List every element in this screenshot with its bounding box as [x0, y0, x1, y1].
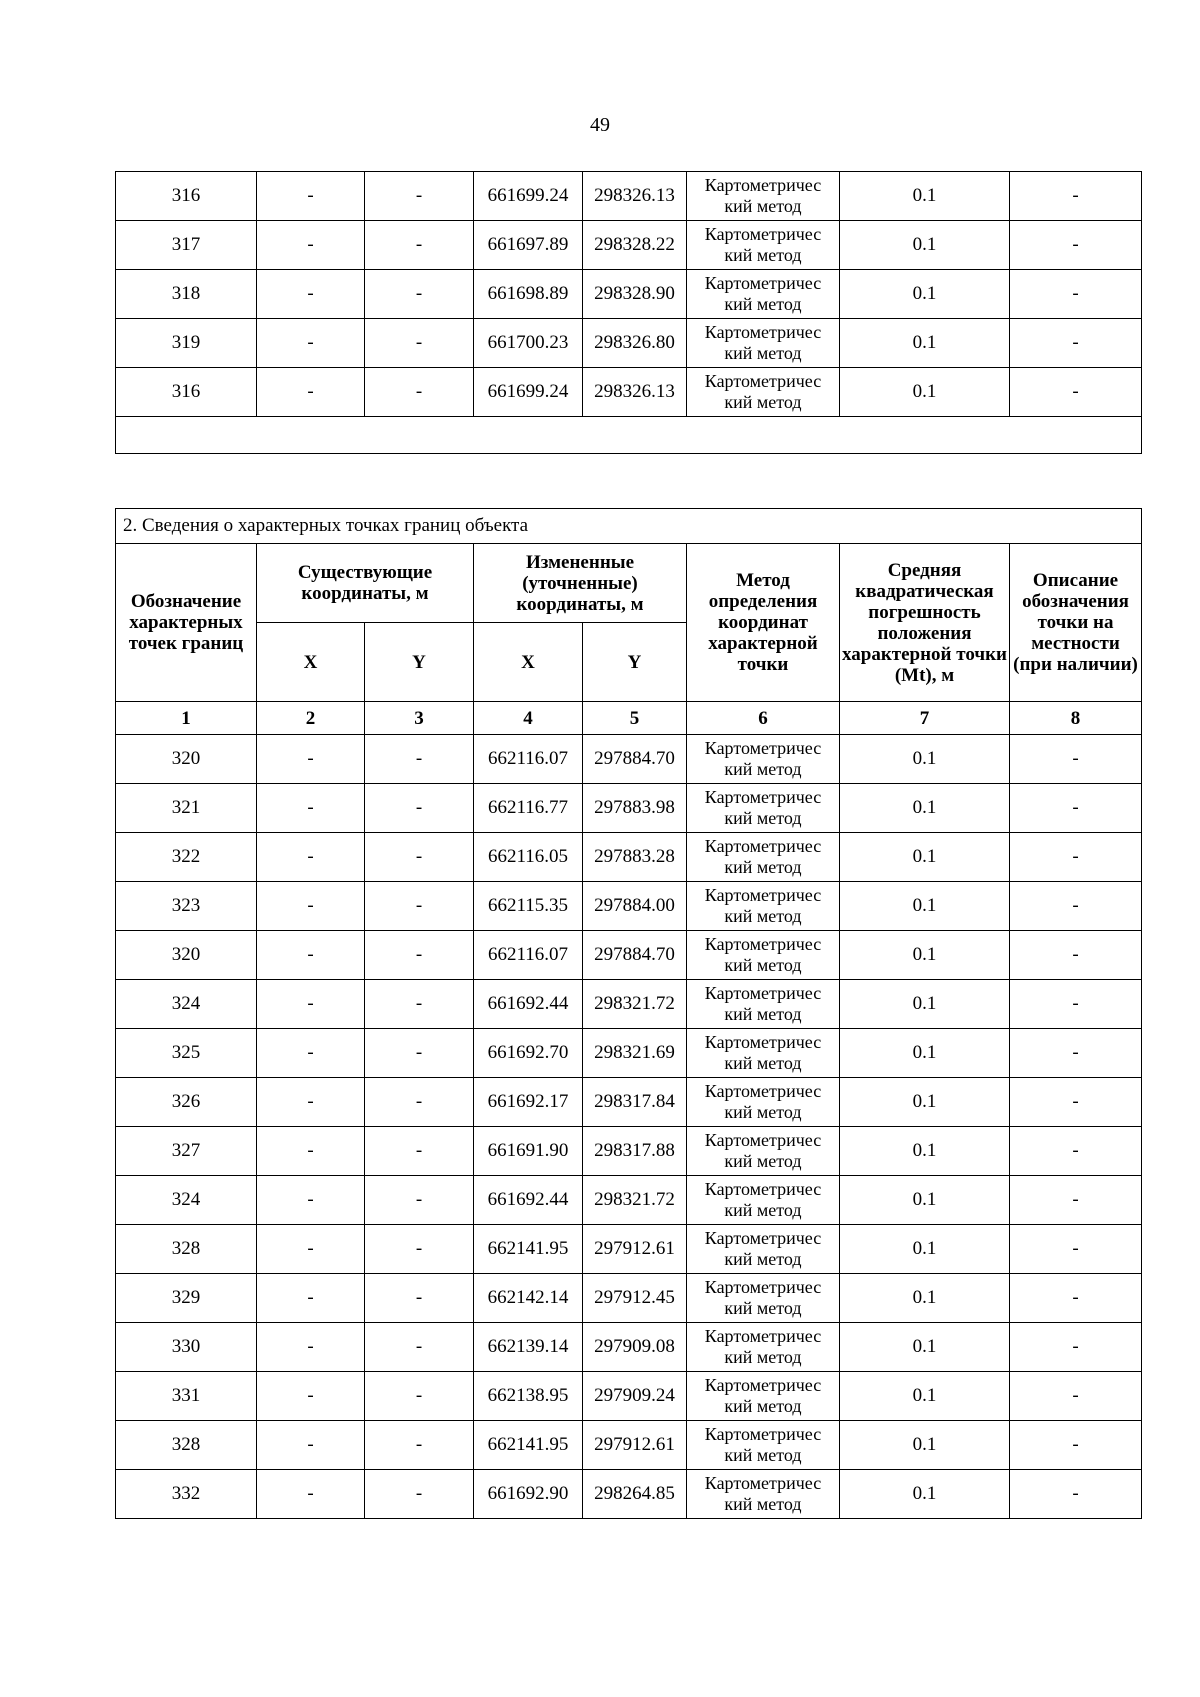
page-number: 49: [590, 114, 610, 136]
mt-cell: 0.1: [840, 368, 1010, 417]
mt-cell: 0.1: [840, 784, 1010, 833]
method-line: Картометричес: [704, 1326, 822, 1346]
x-cell: 661698.89: [474, 270, 583, 319]
mt-cell: 0.1: [840, 1421, 1010, 1470]
method-cell: [687, 931, 840, 980]
x-cell: 661692.44: [474, 980, 583, 1029]
y-cell: 298317.88: [583, 1127, 687, 1176]
header-changed-y: Y: [583, 623, 687, 702]
description-cell: -: [1010, 735, 1142, 784]
table-row: [116, 1470, 1142, 1519]
method-cell: [687, 1176, 840, 1225]
x-cell: 661692.44: [474, 1176, 583, 1225]
existing-x-cell: -: [257, 1127, 365, 1176]
mt-cell: 0.1: [840, 1225, 1010, 1274]
existing-x-cell: -: [257, 319, 365, 368]
description-cell: -: [1010, 368, 1142, 417]
x-cell: 662141.95: [474, 1225, 583, 1274]
x-cell: 662138.95: [474, 1372, 583, 1421]
method-line: кий метод: [724, 906, 802, 926]
method-line: Картометричес: [704, 738, 822, 758]
method-line: кий метод: [724, 1053, 802, 1073]
description-cell: -: [1010, 1274, 1142, 1323]
point-cell: 323: [116, 882, 257, 931]
existing-y-cell: -: [365, 1323, 474, 1372]
existing-y-cell: -: [365, 980, 474, 1029]
x-cell: 662116.77: [474, 784, 583, 833]
column-number: 3: [365, 702, 474, 735]
description-cell: -: [1010, 1029, 1142, 1078]
point-cell: 316: [116, 368, 257, 417]
method-cell: [687, 1372, 840, 1421]
y-cell: 297912.61: [583, 1225, 687, 1274]
x-cell: 661699.24: [474, 172, 583, 221]
mt-cell: 0.1: [840, 1176, 1010, 1225]
column-number: 6: [687, 702, 840, 735]
header-changed-coordinates: Измененные (уточненные) координаты, м: [474, 544, 687, 623]
y-cell: 297909.24: [583, 1372, 687, 1421]
existing-y-cell: -: [365, 784, 474, 833]
mt-cell: 0.1: [840, 319, 1010, 368]
existing-x-cell: -: [257, 1323, 365, 1372]
point-cell: 322: [116, 833, 257, 882]
existing-y-cell: -: [365, 931, 474, 980]
method-line: кий метод: [724, 955, 802, 975]
table-row: [116, 368, 1142, 417]
existing-x-cell: -: [257, 172, 365, 221]
existing-x-cell: -: [257, 931, 365, 980]
method-line: кий метод: [724, 1151, 802, 1171]
existing-y-cell: -: [365, 1029, 474, 1078]
point-cell: 319: [116, 319, 257, 368]
existing-y-cell: -: [365, 833, 474, 882]
method-cell: [687, 735, 840, 784]
method-cell: [687, 1078, 840, 1127]
mt-cell: 0.1: [840, 1470, 1010, 1519]
x-cell: 662115.35: [474, 882, 583, 931]
y-cell: 298326.13: [583, 172, 687, 221]
existing-y-cell: -: [365, 172, 474, 221]
column-number: 1: [116, 702, 257, 735]
y-cell: 297884.00: [583, 882, 687, 931]
description-cell: -: [1010, 882, 1142, 931]
y-cell: 298264.85: [583, 1470, 687, 1519]
table-row: [116, 319, 1142, 368]
method-cell: [687, 882, 840, 931]
existing-x-cell: -: [257, 784, 365, 833]
point-cell: 316: [116, 172, 257, 221]
method-cell: [687, 1127, 840, 1176]
mt-cell: 0.1: [840, 882, 1010, 931]
table-row: [116, 1127, 1142, 1176]
method-line: Картометричес: [704, 1228, 822, 1248]
existing-x-cell: -: [257, 270, 365, 319]
method-line: кий метод: [724, 294, 802, 314]
blank-row: [116, 417, 1142, 454]
x-cell: 662116.07: [474, 931, 583, 980]
x-cell: 662142.14: [474, 1274, 583, 1323]
existing-y-cell: -: [365, 270, 474, 319]
mt-cell: 0.1: [840, 221, 1010, 270]
method-line: Картометричес: [704, 1277, 822, 1297]
y-cell: 297884.70: [583, 931, 687, 980]
point-cell: 332: [116, 1470, 257, 1519]
x-cell: 661692.90: [474, 1470, 583, 1519]
method-line: Картометричес: [704, 1081, 822, 1101]
point-cell: 321: [116, 784, 257, 833]
table-row: [116, 833, 1142, 882]
existing-x-cell: -: [257, 735, 365, 784]
method-line: кий метод: [724, 1004, 802, 1024]
mt-cell: 0.1: [840, 931, 1010, 980]
y-cell: 297883.98: [583, 784, 687, 833]
header-changed-x: X: [474, 623, 583, 702]
y-cell: 298321.72: [583, 1176, 687, 1225]
method-cell: [687, 1323, 840, 1372]
method-line: Картометричес: [704, 1179, 822, 1199]
existing-y-cell: -: [365, 1470, 474, 1519]
table-row: [116, 784, 1142, 833]
method-line: Картометричес: [704, 322, 822, 342]
method-line: Картометричес: [704, 1424, 822, 1444]
y-cell: 297883.28: [583, 833, 687, 882]
point-cell: 317: [116, 221, 257, 270]
point-cell: 320: [116, 931, 257, 980]
y-cell: 297912.61: [583, 1421, 687, 1470]
column-number: 2: [257, 702, 365, 735]
existing-x-cell: -: [257, 221, 365, 270]
existing-x-cell: -: [257, 368, 365, 417]
method-line: кий метод: [724, 1445, 802, 1465]
method-line: Картометричес: [704, 983, 822, 1003]
method-cell: [687, 1225, 840, 1274]
method-cell: [687, 980, 840, 1029]
table-row: [116, 882, 1142, 931]
y-cell: 298328.22: [583, 221, 687, 270]
description-cell: -: [1010, 1225, 1142, 1274]
method-line: Картометричес: [704, 1032, 822, 1052]
description-cell: -: [1010, 1470, 1142, 1519]
method-line: кий метод: [724, 1200, 802, 1220]
header-existing-coordinates: Существующие координаты, м: [257, 544, 474, 623]
table-row: [116, 1176, 1142, 1225]
point-cell: 330: [116, 1323, 257, 1372]
description-cell: -: [1010, 1323, 1142, 1372]
description-cell: -: [1010, 1372, 1142, 1421]
existing-x-cell: -: [257, 1470, 365, 1519]
x-cell: 661697.89: [474, 221, 583, 270]
method-cell: [687, 172, 840, 221]
point-cell: 327: [116, 1127, 257, 1176]
method-line: кий метод: [724, 1249, 802, 1269]
y-cell: 297909.08: [583, 1323, 687, 1372]
point-cell: 328: [116, 1421, 257, 1470]
table-row: [116, 1323, 1142, 1372]
x-cell: 662141.95: [474, 1421, 583, 1470]
method-cell: [687, 1274, 840, 1323]
method-line: Картометричес: [704, 371, 822, 391]
mt-cell: 0.1: [840, 1127, 1010, 1176]
description-cell: -: [1010, 270, 1142, 319]
method-line: кий метод: [724, 343, 802, 363]
description-cell: -: [1010, 172, 1142, 221]
mt-cell: 0.1: [840, 833, 1010, 882]
point-cell: 328: [116, 1225, 257, 1274]
existing-y-cell: -: [365, 882, 474, 931]
mt-cell: 0.1: [840, 1372, 1010, 1421]
boundary-points-table: [115, 508, 1142, 1519]
description-cell: -: [1010, 784, 1142, 833]
method-cell: [687, 784, 840, 833]
header-description: Описание обозначения точки на местности (при наличии): [1010, 544, 1142, 702]
mt-cell: 0.1: [840, 172, 1010, 221]
method-line: Картометричес: [704, 885, 822, 905]
existing-y-cell: -: [365, 1225, 474, 1274]
description-cell: -: [1010, 1127, 1142, 1176]
x-cell: 661692.70: [474, 1029, 583, 1078]
column-number: 8: [1010, 702, 1142, 735]
method-line: кий метод: [724, 1347, 802, 1367]
main-table-body: [116, 735, 1142, 1519]
mt-cell: 0.1: [840, 1029, 1010, 1078]
method-cell: [687, 368, 840, 417]
x-cell: 661699.24: [474, 368, 583, 417]
method-line: Картометричес: [704, 934, 822, 954]
y-cell: 298317.84: [583, 1078, 687, 1127]
method-cell: [687, 1029, 840, 1078]
point-cell: 324: [116, 1176, 257, 1225]
existing-x-cell: -: [257, 1078, 365, 1127]
method-line: кий метод: [724, 392, 802, 412]
method-cell: [687, 270, 840, 319]
point-cell: 320: [116, 735, 257, 784]
method-line: Картометричес: [704, 1130, 822, 1150]
existing-x-cell: -: [257, 882, 365, 931]
description-cell: -: [1010, 980, 1142, 1029]
mt-cell: 0.1: [840, 1323, 1010, 1372]
description-cell: -: [1010, 931, 1142, 980]
method-line: кий метод: [724, 1396, 802, 1416]
top-table-body: [116, 172, 1142, 417]
existing-x-cell: -: [257, 980, 365, 1029]
method-line: Картометричес: [704, 836, 822, 856]
header-method: Метод определения координат характерной точки: [687, 544, 840, 702]
method-line: Картометричес: [704, 273, 822, 293]
point-cell: 329: [116, 1274, 257, 1323]
header-mt: Средняя квадратическая погрешность положения характерной точки (Mt), м: [840, 544, 1010, 702]
existing-y-cell: -: [365, 1127, 474, 1176]
table-row: [116, 735, 1142, 784]
existing-y-cell: -: [365, 221, 474, 270]
mt-cell: 0.1: [840, 735, 1010, 784]
column-number: 5: [583, 702, 687, 735]
table-row: [116, 1078, 1142, 1127]
description-cell: -: [1010, 1176, 1142, 1225]
method-line: кий метод: [724, 196, 802, 216]
header-designation: Обозначение характерных точек границ: [116, 544, 257, 702]
table-row: [116, 980, 1142, 1029]
method-cell: [687, 319, 840, 368]
method-line: кий метод: [724, 808, 802, 828]
header-existing-x: X: [257, 623, 365, 702]
y-cell: 298326.13: [583, 368, 687, 417]
point-cell: 318: [116, 270, 257, 319]
point-cell: 331: [116, 1372, 257, 1421]
description-cell: -: [1010, 319, 1142, 368]
existing-x-cell: -: [257, 1372, 365, 1421]
y-cell: 297884.70: [583, 735, 687, 784]
y-cell: 298321.72: [583, 980, 687, 1029]
existing-y-cell: -: [365, 1078, 474, 1127]
point-cell: 326: [116, 1078, 257, 1127]
existing-x-cell: -: [257, 1176, 365, 1225]
table-row: [116, 270, 1142, 319]
existing-y-cell: -: [365, 1176, 474, 1225]
existing-y-cell: -: [365, 735, 474, 784]
existing-y-cell: -: [365, 319, 474, 368]
existing-y-cell: -: [365, 368, 474, 417]
y-cell: 298328.90: [583, 270, 687, 319]
description-cell: -: [1010, 1421, 1142, 1470]
existing-y-cell: -: [365, 1274, 474, 1323]
existing-x-cell: -: [257, 833, 365, 882]
method-line: кий метод: [724, 245, 802, 265]
table-row: [116, 1029, 1142, 1078]
table-row: [116, 1372, 1142, 1421]
method-line: кий метод: [724, 759, 802, 779]
method-line: Картометричес: [704, 175, 822, 195]
column-number: 7: [840, 702, 1010, 735]
description-cell: -: [1010, 1078, 1142, 1127]
point-cell: 325: [116, 1029, 257, 1078]
x-cell: 662116.05: [474, 833, 583, 882]
x-cell: 662139.14: [474, 1323, 583, 1372]
mt-cell: 0.1: [840, 1274, 1010, 1323]
method-line: Картометричес: [704, 1375, 822, 1395]
method-cell: [687, 833, 840, 882]
existing-x-cell: -: [257, 1421, 365, 1470]
table-row: [116, 221, 1142, 270]
x-cell: 662116.07: [474, 735, 583, 784]
existing-x-cell: -: [257, 1225, 365, 1274]
top-coordinates-table: [115, 171, 1142, 454]
method-line: Картометричес: [704, 787, 822, 807]
method-cell: [687, 1421, 840, 1470]
method-cell: [687, 221, 840, 270]
table-row: [116, 1421, 1142, 1470]
table-row: [116, 172, 1142, 221]
table-row: [116, 1225, 1142, 1274]
point-cell: 324: [116, 980, 257, 1029]
y-cell: 297912.45: [583, 1274, 687, 1323]
x-cell: 661692.17: [474, 1078, 583, 1127]
column-number: 4: [474, 702, 583, 735]
method-line: кий метод: [724, 1102, 802, 1122]
mt-cell: 0.1: [840, 980, 1010, 1029]
method-line: кий метод: [724, 857, 802, 877]
method-cell: [687, 1470, 840, 1519]
description-cell: -: [1010, 833, 1142, 882]
method-line: Картометричес: [704, 224, 822, 244]
existing-y-cell: -: [365, 1372, 474, 1421]
table-caption: 2. Сведения о характерных точках границ объекта: [116, 509, 1142, 544]
existing-x-cell: -: [257, 1029, 365, 1078]
header-existing-y: Y: [365, 623, 474, 702]
y-cell: 298326.80: [583, 319, 687, 368]
method-line: Картометричес: [704, 1473, 822, 1493]
mt-cell: 0.1: [840, 270, 1010, 319]
table-row: [116, 931, 1142, 980]
x-cell: 661691.90: [474, 1127, 583, 1176]
description-cell: -: [1010, 221, 1142, 270]
existing-y-cell: -: [365, 1421, 474, 1470]
method-line: кий метод: [724, 1298, 802, 1318]
table-row: [116, 1274, 1142, 1323]
method-line: кий метод: [724, 1494, 802, 1514]
mt-cell: 0.1: [840, 1078, 1010, 1127]
existing-x-cell: -: [257, 1274, 365, 1323]
y-cell: 298321.69: [583, 1029, 687, 1078]
x-cell: 661700.23: [474, 319, 583, 368]
